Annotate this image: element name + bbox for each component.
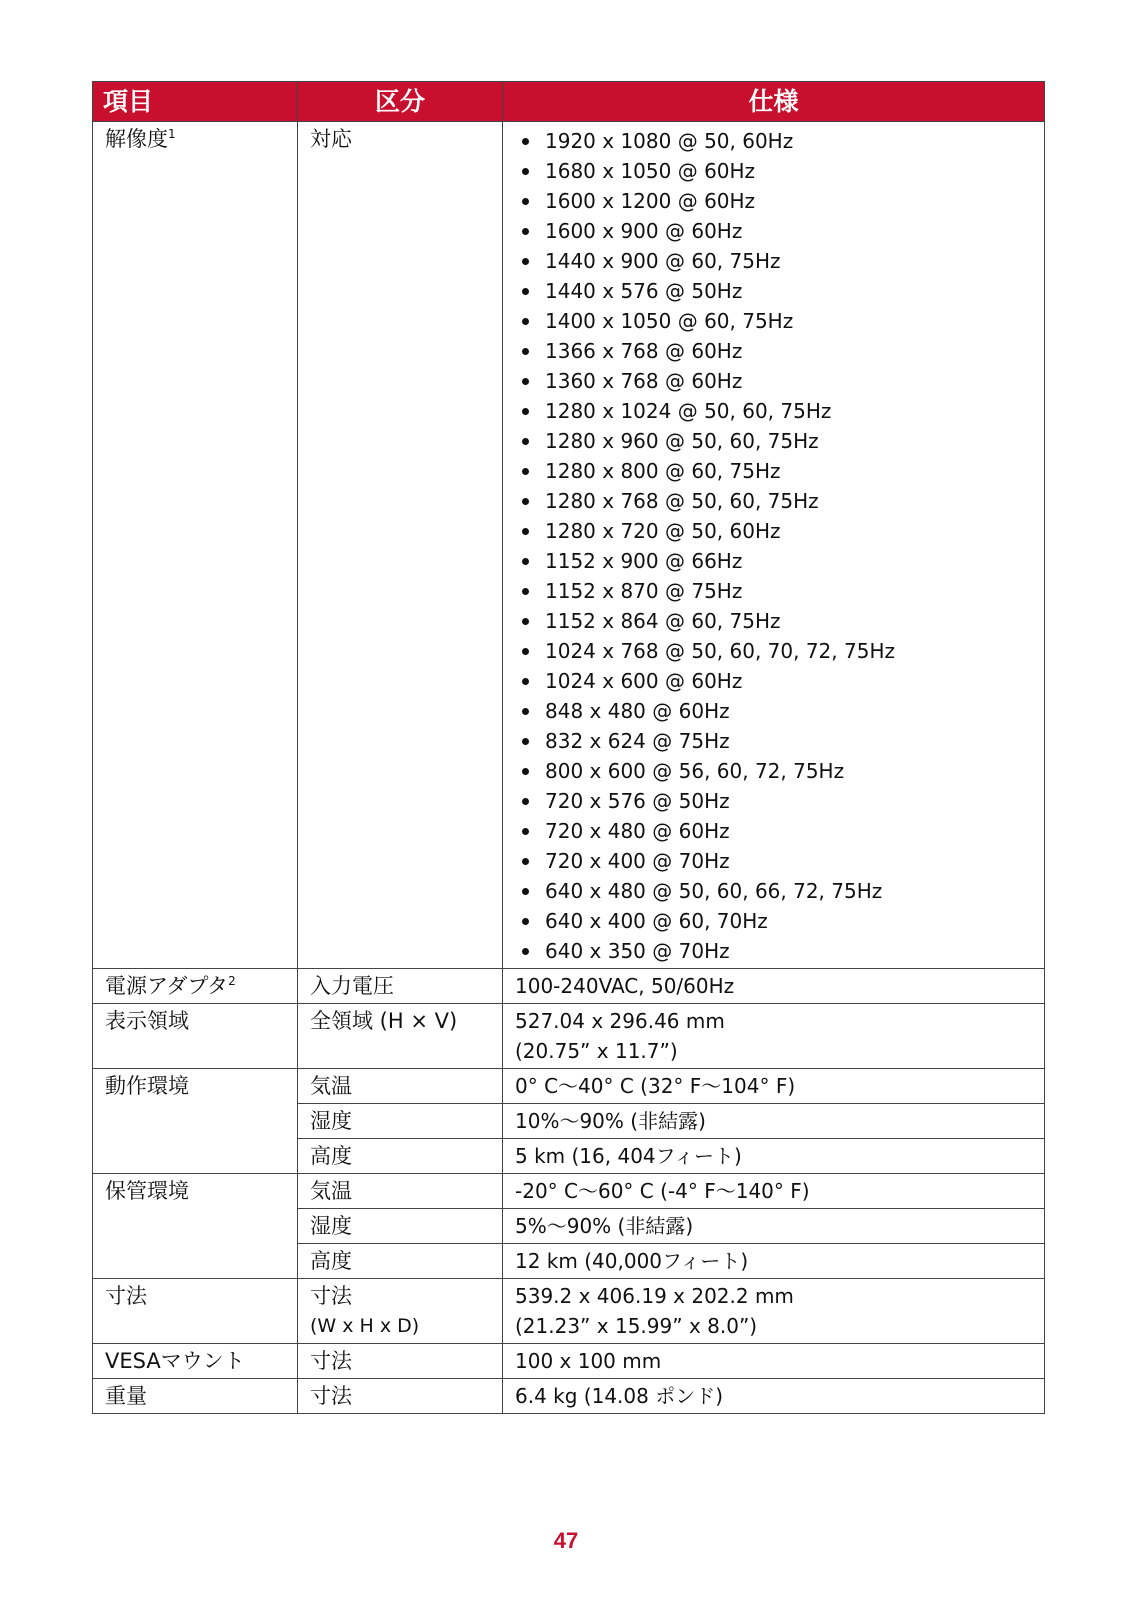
row-power	[93, 969, 1045, 1004]
resolution-list-item: 1024 x 600 @ 60Hz	[515, 666, 1032, 696]
resolution-list-item: 1024 x 768 @ 50, 60, 70, 72, 75Hz	[515, 636, 1032, 666]
resolution-list-item: 1600 x 1200 @ 60Hz	[515, 186, 1032, 216]
resolution-list-item: 1280 x 1024 @ 50, 60, 75Hz	[515, 396, 1032, 426]
resolution-item-label: 解像度	[105, 127, 168, 151]
power-value: 100-240VAC, 50/60Hz	[503, 969, 1045, 1004]
resolution-list-item: 1280 x 960 @ 50, 60, 75Hz	[515, 426, 1032, 456]
resolution-list-item: 1152 x 900 @ 66Hz	[515, 546, 1032, 576]
operating-item: 動作環境	[93, 1069, 298, 1174]
row-display-area	[93, 1004, 1045, 1069]
dimensions-value	[503, 1279, 1045, 1344]
resolution-list-item: 720 x 480 @ 60Hz	[515, 816, 1032, 846]
display-area-value-mm: 527.04 x 296.46 mm	[515, 1009, 725, 1033]
operating-humidity-category: 湿度	[298, 1104, 503, 1139]
row-resolution	[93, 122, 1045, 969]
footnote-mark: 1	[168, 127, 176, 141]
spec-table	[92, 81, 1045, 1414]
resolution-list-item: 800 x 600 @ 56, 60, 72, 75Hz	[515, 756, 1032, 786]
resolution-list-item: 1920 x 1080 @ 50, 60Hz	[515, 126, 1032, 156]
storage-altitude-value: 12 km (40,000フィート)	[503, 1244, 1045, 1279]
weight-value: 6.4 kg (14.08 ポンド)	[503, 1379, 1045, 1414]
power-item	[93, 969, 298, 1004]
vesa-category: 寸法	[298, 1344, 503, 1379]
vesa-value: 100 x 100 mm	[503, 1344, 1045, 1379]
storage-humidity-category: 湿度	[298, 1209, 503, 1244]
resolution-list-item: 1280 x 768 @ 50, 60, 75Hz	[515, 486, 1032, 516]
weight-category: 寸法	[298, 1379, 503, 1414]
display-area-value	[503, 1004, 1045, 1069]
dimensions-value-mm: 539.2 x 406.19 x 202.2 mm	[515, 1284, 794, 1308]
page-number: 47	[553, 1528, 579, 1553]
resolution-list-item: 640 x 400 @ 60, 70Hz	[515, 906, 1032, 936]
operating-altitude-category: 高度	[298, 1139, 503, 1174]
resolution-list-item: 640 x 480 @ 50, 60, 66, 72, 75Hz	[515, 876, 1032, 906]
resolution-list-item: 1440 x 900 @ 60, 75Hz	[515, 246, 1032, 276]
storage-item: 保管環境	[93, 1174, 298, 1279]
resolution-list-item: 1152 x 864 @ 60, 75Hz	[515, 606, 1032, 636]
resolution-values	[503, 122, 1045, 969]
dimensions-value-in: (21.23” x 15.99” x 8.0”)	[515, 1314, 758, 1338]
resolution-list-item: 848 x 480 @ 60Hz	[515, 696, 1032, 726]
resolution-list-item: 1600 x 900 @ 60Hz	[515, 216, 1032, 246]
resolution-list-item: 1280 x 800 @ 60, 75Hz	[515, 456, 1032, 486]
operating-temp-value: 0° C～40° C (32° F～104° F)	[503, 1069, 1045, 1104]
dimensions-category-sub: (W x H x D)	[310, 1315, 420, 1337]
resolution-list-item: 1680 x 1050 @ 60Hz	[515, 156, 1032, 186]
storage-temp-category: 気温	[298, 1174, 503, 1209]
dimensions-category	[298, 1279, 503, 1344]
header-spec: 仕様	[503, 82, 1045, 122]
resolution-list-item: 1440 x 576 @ 50Hz	[515, 276, 1032, 306]
row-vesa	[93, 1344, 1045, 1379]
resolution-list-item: 720 x 576 @ 50Hz	[515, 786, 1032, 816]
display-area-value-in: (20.75” x 11.7”)	[515, 1039, 678, 1063]
header-category: 区分	[298, 82, 503, 122]
resolution-list-item: 1366 x 768 @ 60Hz	[515, 336, 1032, 366]
footnote-mark: 2	[228, 974, 236, 988]
power-category: 入力電圧	[298, 969, 503, 1004]
storage-humidity-value: 5%～90% (非結露)	[503, 1209, 1045, 1244]
resolution-list-item: 720 x 400 @ 70Hz	[515, 846, 1032, 876]
row-storage-temp	[93, 1174, 1045, 1209]
header-item: 項目	[93, 82, 298, 122]
vesa-item: VESAマウント	[93, 1344, 298, 1379]
storage-altitude-category: 高度	[298, 1244, 503, 1279]
row-operating-temp	[93, 1069, 1045, 1104]
resolution-list-item: 1360 x 768 @ 60Hz	[515, 366, 1032, 396]
resolution-list-item: 640 x 350 @ 70Hz	[515, 936, 1032, 966]
resolution-item	[93, 122, 298, 969]
power-item-label: 電源アダプタ	[105, 974, 229, 998]
row-dimensions	[93, 1279, 1045, 1344]
operating-humidity-value: 10%～90% (非結露)	[503, 1104, 1045, 1139]
display-area-item: 表示領域	[93, 1004, 298, 1069]
operating-temp-category: 気温	[298, 1069, 503, 1104]
resolution-list-item: 1400 x 1050 @ 60, 75Hz	[515, 306, 1032, 336]
operating-altitude-value: 5 km (16, 404フィート)	[503, 1139, 1045, 1174]
resolution-list-item: 1152 x 870 @ 75Hz	[515, 576, 1032, 606]
resolution-list	[515, 124, 1032, 966]
resolution-category: 対応	[298, 122, 503, 969]
resolution-list-item: 1280 x 720 @ 50, 60Hz	[515, 516, 1032, 546]
storage-temp-value: -20° C～60° C (-4° F～140° F)	[503, 1174, 1045, 1209]
resolution-list-item: 832 x 624 @ 75Hz	[515, 726, 1032, 756]
display-area-category: 全領域 (H × V)	[298, 1004, 503, 1069]
row-weight	[93, 1379, 1045, 1414]
weight-item: 重量	[93, 1379, 298, 1414]
header-row	[93, 82, 1045, 122]
dimensions-category-label: 寸法	[310, 1284, 352, 1308]
dimensions-item: 寸法	[93, 1279, 298, 1344]
